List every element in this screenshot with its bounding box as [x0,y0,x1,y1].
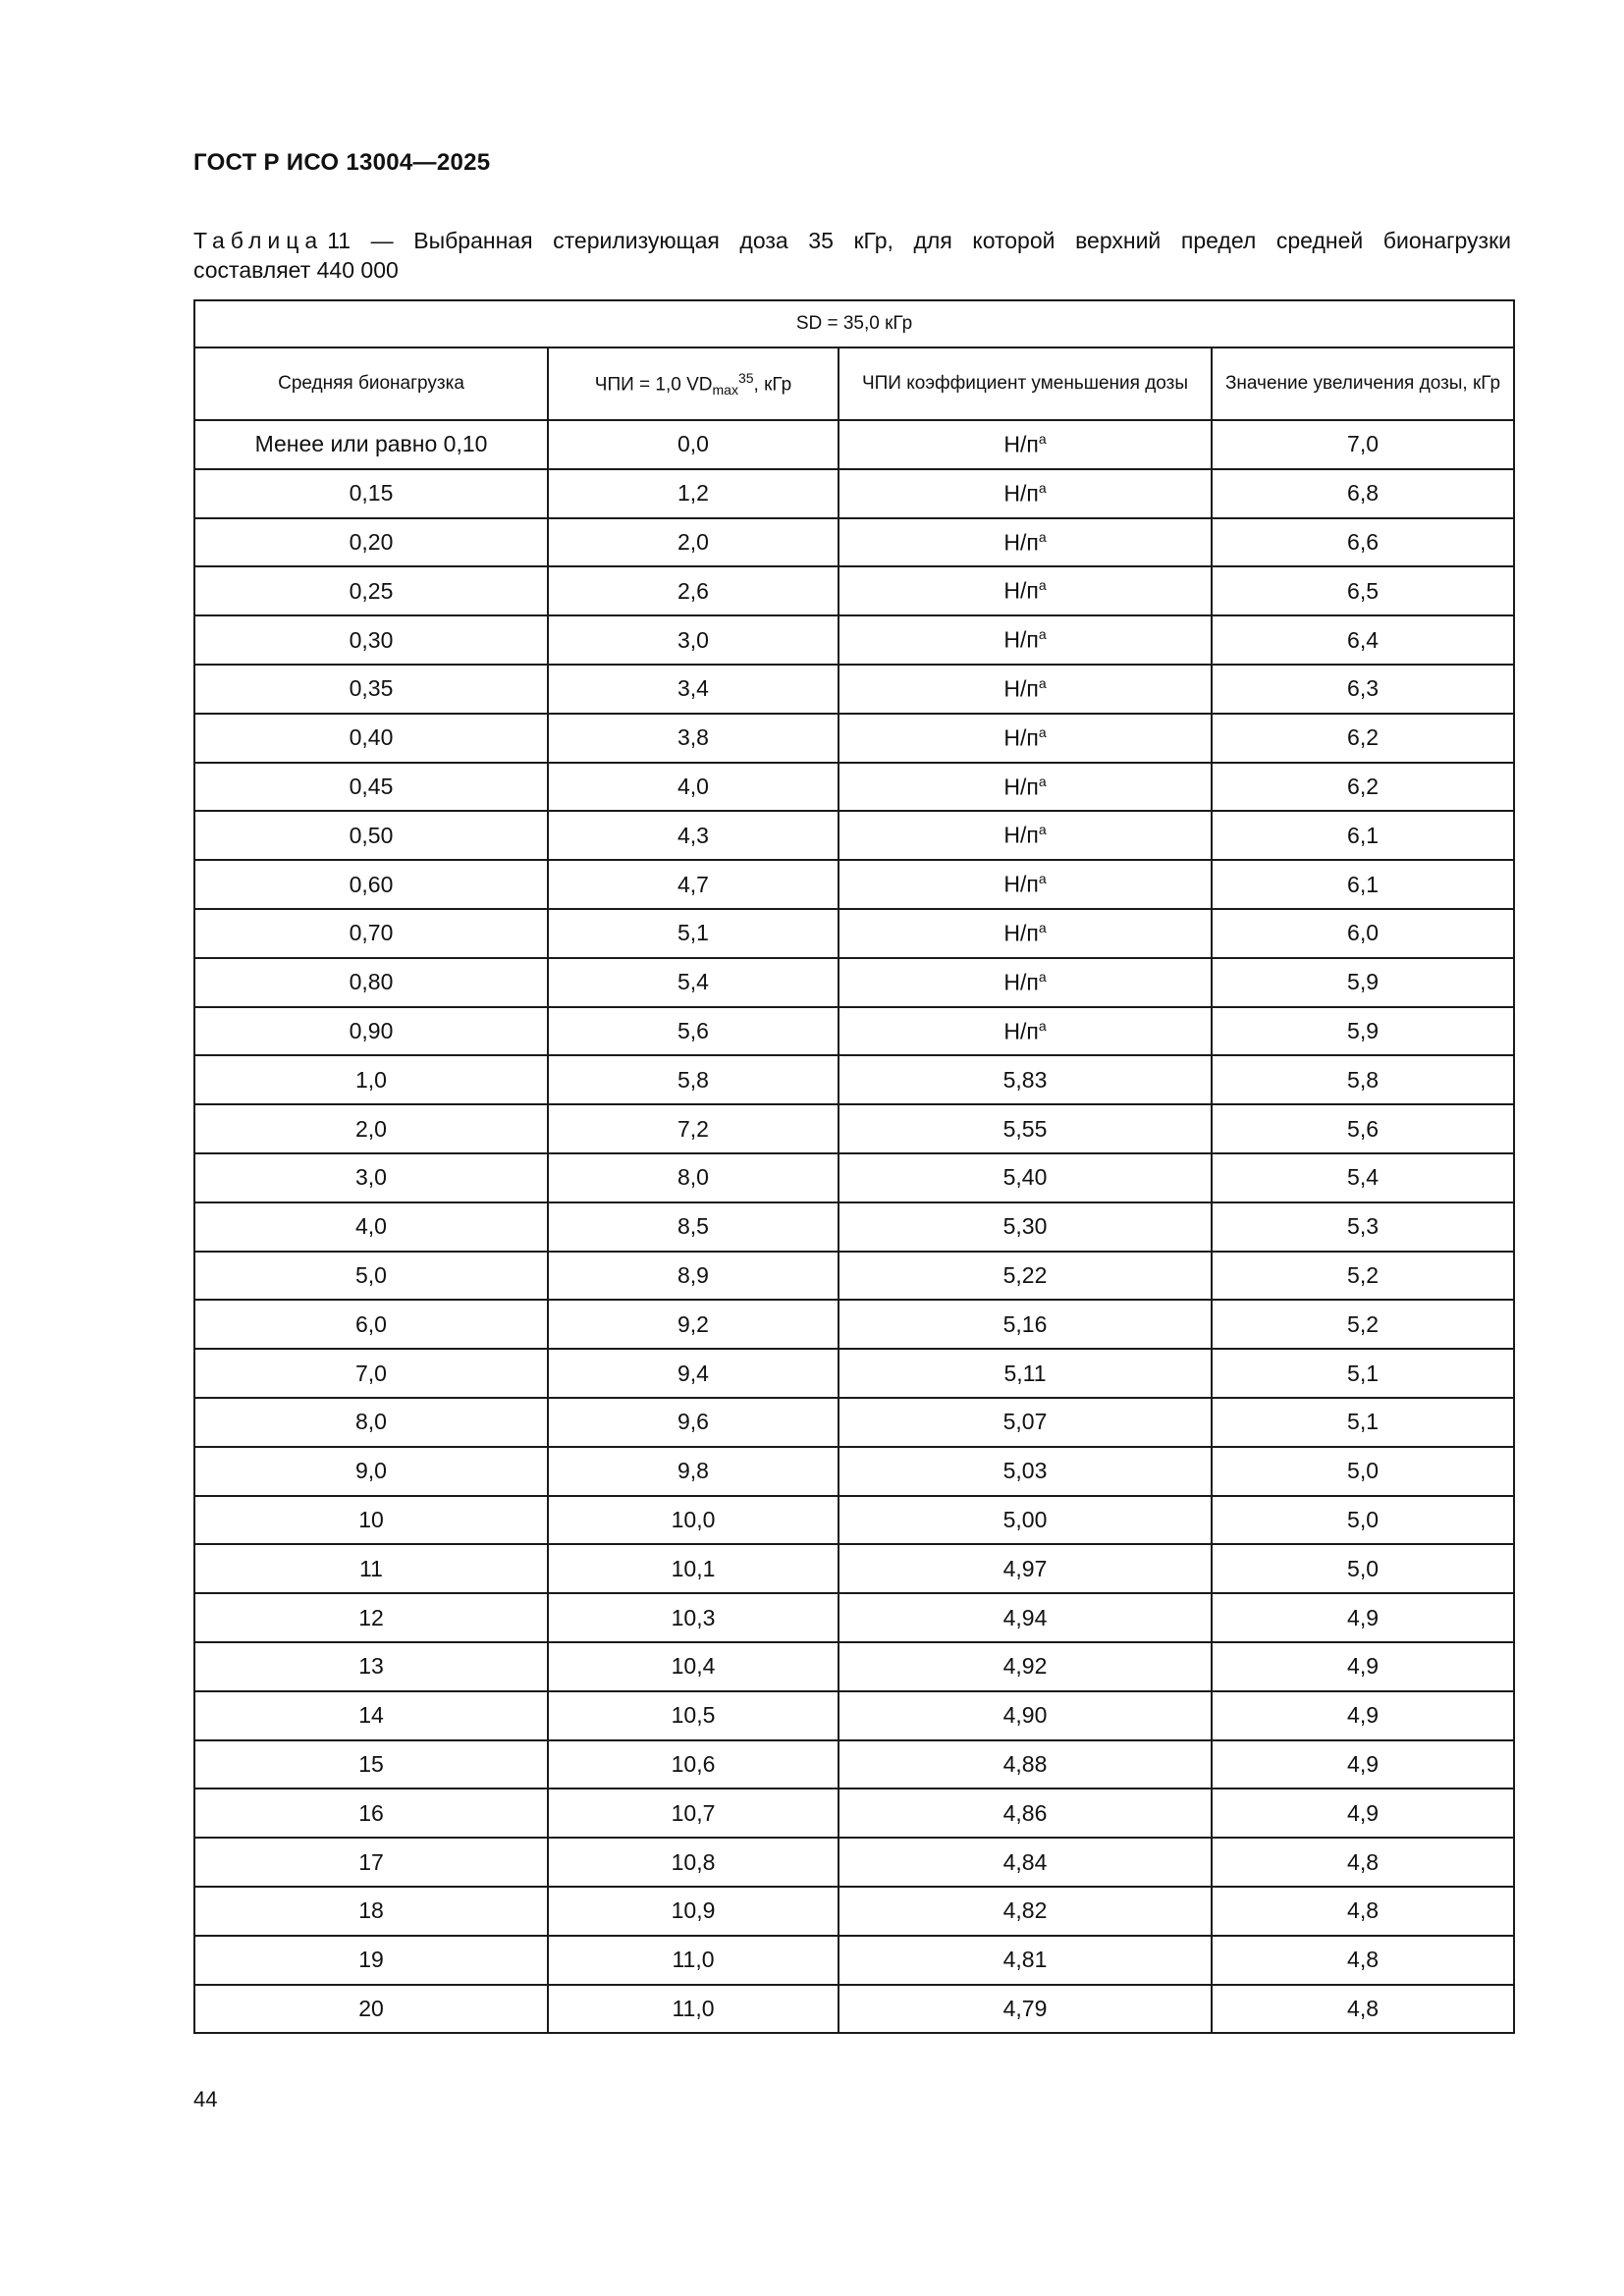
increase-cell: 5,8 [1212,1055,1514,1104]
table-row [194,518,1514,567]
increase-cell: 5,1 [1212,1398,1514,1447]
increase-cell: 6,5 [1212,566,1514,615]
reduction-cell: 4,90 [839,1691,1212,1740]
spi-cell: 0,0 [548,420,839,469]
increase-cell: 5,2 [1212,1252,1514,1301]
reduction-cell: 5,30 [839,1202,1212,1252]
spi-cell: 9,4 [548,1349,839,1398]
table-row [194,1887,1514,1936]
spi-cell: 5,4 [548,958,839,1007]
table-row [194,1936,1514,1985]
bioburden-cell: 0,60 [194,860,548,909]
table-row [194,1252,1514,1301]
bioburden-cell: 0,15 [194,469,548,518]
increase-cell: 6,1 [1212,811,1514,860]
increase-cell: 6,3 [1212,665,1514,714]
table-body [194,420,1514,2033]
table-row [194,1398,1514,1447]
reduction-cell: 4,94 [839,1593,1212,1642]
increase-cell: 4,8 [1212,1936,1514,1985]
bioburden-cell: 18 [194,1887,548,1936]
reduction-cell: $Н/п^a$ [839,714,1212,763]
table-row [194,860,1514,909]
table-row [194,1740,1514,1789]
spi-cell: 11,0 [548,1936,839,1985]
bioburden-cell: 5,0 [194,1252,548,1301]
increase-cell: 7,0 [1212,420,1514,469]
increase-cell: 6,0 [1212,909,1514,958]
column-header-spi: ЧПИ = 1,0 $VD_{max}^{35}$, кГр [548,347,839,420]
bioburden-cell: 14 [194,1691,548,1740]
table-row [194,1496,1514,1545]
table-row [194,566,1514,615]
table-caption [193,226,1511,285]
spi-cell: 5,6 [548,1007,839,1056]
spi-cell: 10,6 [548,1740,839,1789]
spi-cell: 4,3 [548,811,839,860]
bioburden-cell: 0,80 [194,958,548,1007]
table-row [194,1104,1514,1153]
bioburden-cell: 0,70 [194,909,548,958]
bioburden-cell: 6,0 [194,1300,548,1349]
column-header-increase: Значение увеличения дозы, кГр [1212,347,1514,420]
bioburden-cell: 4,0 [194,1202,548,1252]
table-row [194,1300,1514,1349]
spi-cell: 10,9 [548,1887,839,1936]
spi-cell: 5,1 [548,909,839,958]
reduction-cell: 4,79 [839,1985,1212,2034]
table-caption-text: 11 — Выбранная стерилизующая доза 35 кГр, для которой верхний предел средней бионагрузки [327,228,1511,253]
reduction-cell: $Н/п^a$ [839,860,1212,909]
reduction-cell: 5,03 [839,1447,1212,1496]
reduction-cell: $Н/п^a$ [839,763,1212,812]
table-row [194,958,1514,1007]
bioburden-cell: 0,50 [194,811,548,860]
bioburden-cell: 20 [194,1985,548,2034]
bioburden-cell: 7,0 [194,1349,548,1398]
bioburden-cell: 13 [194,1642,548,1691]
increase-cell: 4,9 [1212,1642,1514,1691]
spi-cell: 2,0 [548,518,839,567]
increase-cell: 4,8 [1212,1985,1514,2034]
bioburden-cell: 0,45 [194,763,548,812]
spi-cell: 3,8 [548,714,839,763]
bioburden-cell: 19 [194,1936,548,1985]
spi-cell: 8,5 [548,1202,839,1252]
table-row [194,615,1514,665]
spi-cell: 2,6 [548,566,839,615]
increase-cell: 4,8 [1212,1838,1514,1887]
table-row [194,1642,1514,1691]
table-row [194,1544,1514,1593]
table-row [194,1447,1514,1496]
spi-cell: 3,4 [548,665,839,714]
increase-cell: 5,2 [1212,1300,1514,1349]
column-header-bioburden: Средняя бионагрузка [194,347,548,420]
reduction-cell: 5,40 [839,1153,1212,1202]
table-row [194,1349,1514,1398]
reduction-cell: $Н/п^a$ [839,1007,1212,1056]
document-header: ГОСТ Р ИСО 13004—2025 [193,149,491,176]
reduction-cell: $Н/п^a$ [839,811,1212,860]
table-row [194,714,1514,763]
bioburden-cell: 0,40 [194,714,548,763]
increase-cell: 6,8 [1212,469,1514,518]
table-row [194,1985,1514,2034]
increase-cell: 5,0 [1212,1447,1514,1496]
spi-cell: 7,2 [548,1104,839,1153]
spi-cell: 9,2 [548,1300,839,1349]
table-row [194,1202,1514,1252]
bioburden-cell: 0,20 [194,518,548,567]
increase-cell: 6,2 [1212,763,1514,812]
bioburden-cell: 10 [194,1496,548,1545]
bioburden-cell: Менее или равно 0,10 [194,420,548,469]
table-row [194,469,1514,518]
increase-cell: 6,1 [1212,860,1514,909]
reduction-cell: 5,00 [839,1496,1212,1545]
increase-cell: 5,0 [1212,1496,1514,1545]
increase-cell: 4,9 [1212,1593,1514,1642]
reduction-cell: $Н/п^a$ [839,420,1212,469]
table-row [194,909,1514,958]
bioburden-cell: 0,25 [194,566,548,615]
bioburden-cell: 15 [194,1740,548,1789]
bioburden-cell: 11 [194,1544,548,1593]
reduction-cell: $Н/п^a$ [839,469,1212,518]
spi-cell: 4,7 [548,860,839,909]
increase-cell: 6,4 [1212,615,1514,665]
reduction-cell: $Н/п^a$ [839,518,1212,567]
spi-cell: 11,0 [548,1985,839,2034]
spi-cell: 10,8 [548,1838,839,1887]
table-row [194,1789,1514,1838]
bioburden-cell: 0,35 [194,665,548,714]
reduction-cell: 4,81 [839,1936,1212,1985]
bioburden-cell: 2,0 [194,1104,548,1153]
increase-cell: 6,6 [1212,518,1514,567]
spi-cell: 8,0 [548,1153,839,1202]
increase-cell: 5,6 [1212,1104,1514,1153]
spi-cell: 4,0 [548,763,839,812]
increase-cell: 6,2 [1212,714,1514,763]
reduction-cell: 4,82 [839,1887,1212,1936]
reduction-cell: 4,92 [839,1642,1212,1691]
reduction-cell: 5,55 [839,1104,1212,1153]
table-row [194,1691,1514,1740]
spi-cell: 10,5 [548,1691,839,1740]
increase-cell: 5,3 [1212,1202,1514,1252]
reduction-cell: 4,86 [839,1789,1212,1838]
reduction-cell: 5,11 [839,1349,1212,1398]
spi-cell: 10,7 [548,1789,839,1838]
increase-cell: 5,9 [1212,1007,1514,1056]
spi-cell: 10,4 [548,1642,839,1691]
increase-cell: 5,1 [1212,1349,1514,1398]
spi-cell: 10,1 [548,1544,839,1593]
reduction-cell: 5,07 [839,1398,1212,1447]
bioburden-cell: 12 [194,1593,548,1642]
column-header-reduction: ЧПИ коэффициент уменьшения дозы [839,347,1212,420]
increase-cell: 5,4 [1212,1153,1514,1202]
reduction-cell: $Н/п^a$ [839,958,1212,1007]
table-row [194,1055,1514,1104]
table-row [194,420,1514,469]
bioburden-cell: 0,90 [194,1007,548,1056]
table-row [194,1153,1514,1202]
bioburden-cell: 0,30 [194,615,548,665]
dose-table [193,299,1515,2034]
reduction-cell: 5,83 [839,1055,1212,1104]
reduction-cell: 4,84 [839,1838,1212,1887]
table-row [194,1593,1514,1642]
reduction-cell: 5,16 [839,1300,1212,1349]
bioburden-cell: 8,0 [194,1398,548,1447]
table-caption-continuation: составляет 440 000 [193,257,399,283]
table-row [194,1007,1514,1056]
table-row [194,763,1514,812]
bioburden-cell: 9,0 [194,1447,548,1496]
bioburden-cell: 3,0 [194,1153,548,1202]
reduction-cell: 4,97 [839,1544,1212,1593]
reduction-cell: 4,88 [839,1740,1212,1789]
bioburden-cell: 17 [194,1838,548,1887]
increase-cell: 4,9 [1212,1691,1514,1740]
bioburden-cell: 16 [194,1789,548,1838]
increase-cell: 5,9 [1212,958,1514,1007]
reduction-cell: 5,22 [839,1252,1212,1301]
spi-cell: 9,8 [548,1447,839,1496]
increase-cell: 5,0 [1212,1544,1514,1593]
reduction-cell: $Н/п^a$ [839,909,1212,958]
reduction-cell: $Н/п^a$ [839,665,1212,714]
spi-cell: 5,8 [548,1055,839,1104]
increase-cell: 4,8 [1212,1887,1514,1936]
table-row [194,1838,1514,1887]
sd-header: SD = 35,0 кГр [194,300,1514,347]
table-caption-label: Таблица [193,228,324,253]
spi-cell: 3,0 [548,615,839,665]
table-row [194,811,1514,860]
increase-cell: 4,9 [1212,1740,1514,1789]
spi-cell: 10,0 [548,1496,839,1545]
spi-cell: 8,9 [548,1252,839,1301]
spi-cell: 10,3 [548,1593,839,1642]
reduction-cell: $Н/п^a$ [839,615,1212,665]
reduction-cell: $Н/п^a$ [839,566,1212,615]
table-row [194,665,1514,714]
increase-cell: 4,9 [1212,1789,1514,1838]
bioburden-cell: 1,0 [194,1055,548,1104]
spi-cell: 1,2 [548,469,839,518]
page-number: 44 [193,2087,218,2111]
spi-cell: 9,6 [548,1398,839,1447]
